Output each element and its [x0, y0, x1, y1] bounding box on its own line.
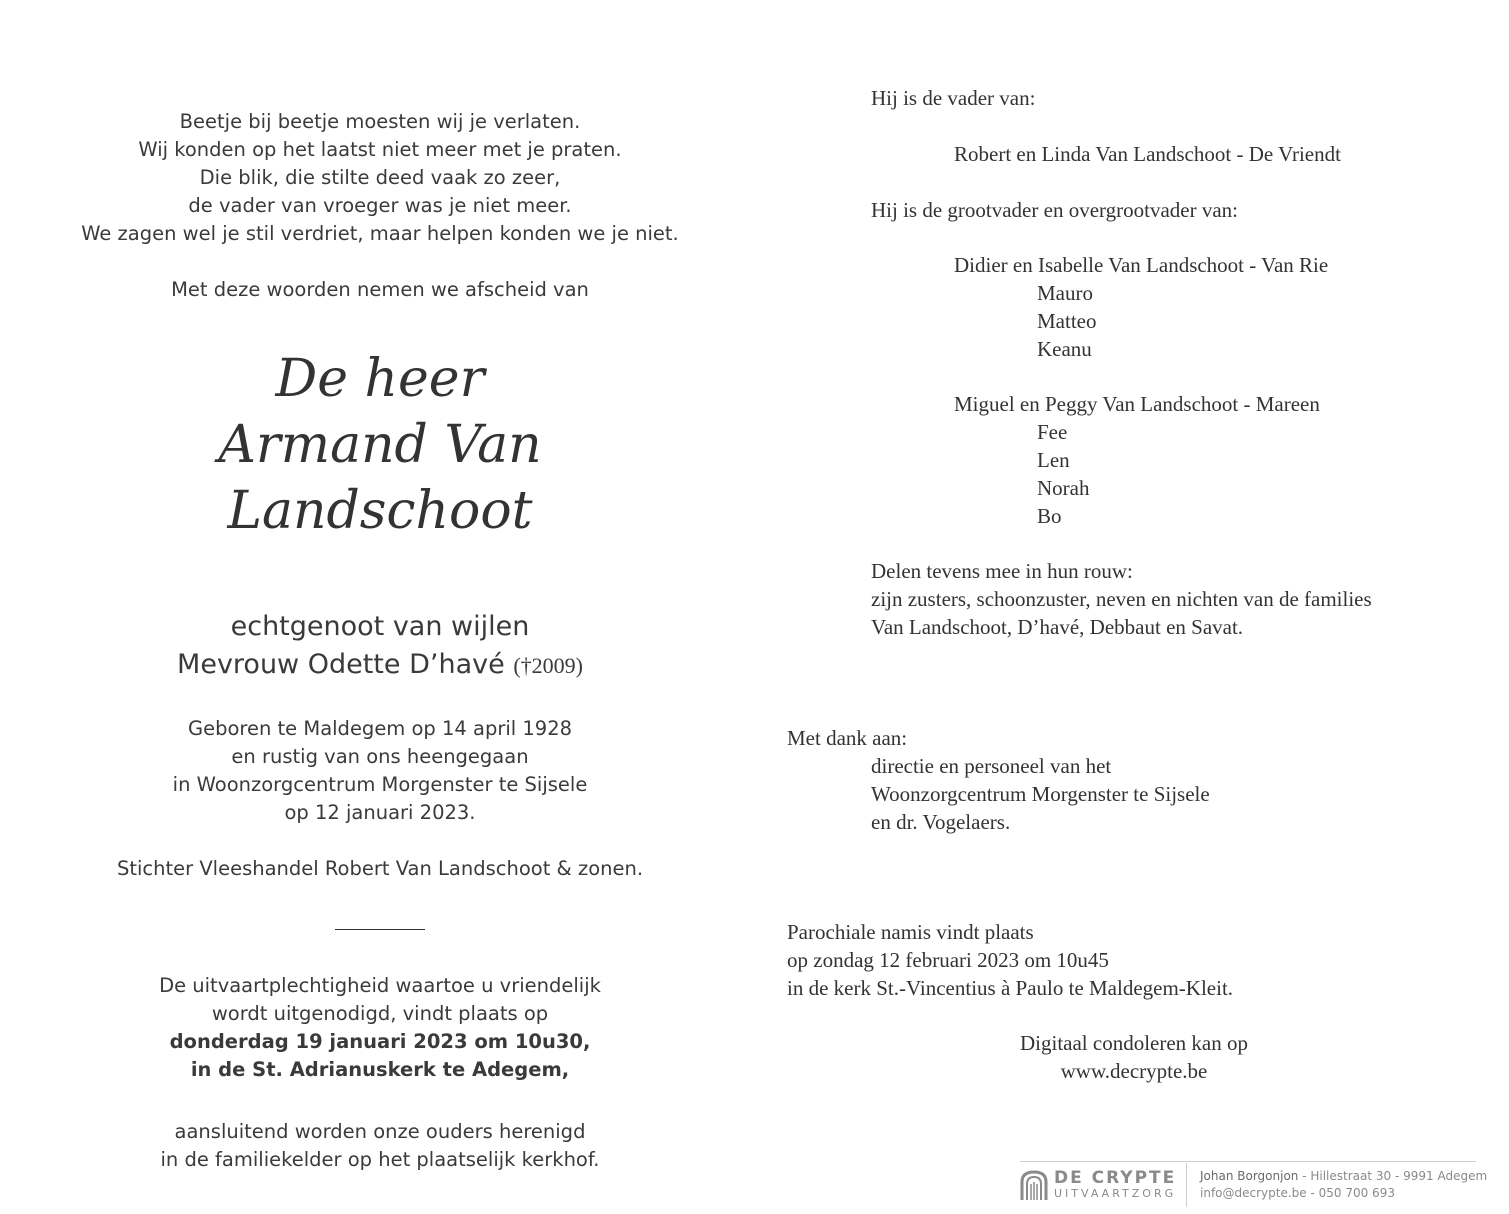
burial-line: in de familiekelder op het plaatselijk kerkhof. — [160, 1148, 600, 1171]
footer-separator — [1186, 1163, 1187, 1207]
contact-name: Johan Borgonjon — [1200, 1169, 1299, 1183]
poem-line: Wij konden op het laatst niet meer met je praten. — [138, 138, 622, 161]
poem — [80, 108, 680, 248]
spouse-line2 — [80, 646, 680, 685]
family2: Miguel en Peggy Van Landschoot - Mareen — [954, 392, 1320, 416]
mass-line: in de kerk St.-Vincentius à Paulo te Maldegem-Kleit. — [787, 976, 1234, 1000]
company-logo — [1020, 1168, 1180, 1204]
family1: Didier en Isabelle Van Landschoot - Van Rie — [954, 253, 1329, 277]
share-line: Delen tevens mee in hun rouw: — [871, 559, 1133, 583]
mass-line: Parochiale namis vindt plaats — [787, 920, 1034, 944]
crypt-arch-icon — [1020, 1170, 1048, 1200]
burial-line: aansluitend worden onze ouders herenigd — [174, 1120, 586, 1143]
bio-line: in Woonzorgcentrum Morgenster te Sijsele — [172, 773, 588, 796]
father-of: Robert en Linda Van Landschoot - De Vriendt — [954, 142, 1341, 166]
contact-line2: info@decrypte.be - 050 700 693 — [1200, 1186, 1395, 1200]
funeral-date: donderdag 19 januari 2023 om 10u30, — [169, 1030, 591, 1053]
condolence-line: Digitaal condoleren kan op — [1019, 1031, 1248, 1055]
spouse-name: Mevrouw Odette D’havé — [177, 649, 505, 680]
burial-block — [80, 1118, 680, 1174]
poem-line: Die blik, die stilte deed vaak zo zeer, — [199, 166, 561, 189]
funeral-line: De uitvaartplechtigheid waartoe u vriendelijk — [159, 974, 601, 997]
father-heading: Hij is de vader van: — [871, 86, 1036, 110]
logo-subtitle: UITVAARTZORG — [1054, 1187, 1177, 1200]
deceased-name: Armand Van Landschoot — [218, 415, 542, 541]
thanks-line: en dr. Vogelaers. — [871, 810, 1011, 834]
footer-divider — [1020, 1161, 1476, 1162]
contact-address: - Hillestraat 30 - 9991 Adegem — [1298, 1169, 1488, 1183]
founder-line: Stichter Vleeshandel Robert Van Landschoot & zonen. — [116, 857, 644, 880]
intro-line: Met deze woorden nemen we afscheid van — [171, 278, 589, 301]
divider — [335, 929, 425, 930]
share-line: Van Landschoot, D’havé, Debbaut en Savat. — [871, 615, 1244, 639]
family2-child: Fee — [1037, 420, 1068, 444]
contact-info — [1200, 1168, 1487, 1202]
deceased-title — [80, 346, 680, 544]
thanks-line: directie en personeel van het — [871, 754, 1112, 778]
grand-heading: Hij is de grootvader en overgrootvader van: — [871, 198, 1238, 222]
logo-title: DE CRYPTE — [1054, 1168, 1177, 1188]
thanks-line: Woonzorgcentrum Morgenster te Sijsele — [871, 782, 1210, 806]
family1-child: Keanu — [1037, 337, 1092, 361]
spouse-line1: echtgenoot van wijlen — [230, 611, 530, 642]
spouse-death-year: (†2009) — [513, 653, 583, 678]
funeral-line: wordt uitgenodigd, vindt plaats op — [211, 1002, 549, 1025]
contact-line1 — [1200, 1168, 1487, 1185]
left-column — [80, 108, 680, 1174]
share-line: zijn zusters, schoonzuster, neven en nichten van de families — [871, 587, 1372, 611]
bio-block — [80, 715, 680, 827]
thanks-heading: Met dank aan: — [787, 726, 908, 750]
poem-line: de vader van vroeger was je niet meer. — [188, 194, 572, 217]
family1-child: Mauro — [1037, 281, 1093, 305]
honorific: De heer — [275, 349, 485, 409]
bio-line: op 12 januari 2023. — [284, 801, 476, 824]
funeral-location: in de St. Adrianuskerk te Adegem, — [190, 1058, 570, 1081]
family2-child: Bo — [1037, 504, 1062, 528]
funeral-block — [80, 972, 680, 1084]
bio-line: en rustig van ons heengegaan — [231, 745, 529, 768]
family2-child: Norah — [1037, 476, 1090, 500]
poem-line: We zagen wel je stil verdriet, maar helpen konden we je niet. — [81, 222, 679, 245]
spouse-block — [80, 608, 680, 685]
poem-line: Beetje bij beetje moesten wij je verlaten. — [179, 110, 581, 133]
family2-child: Len — [1037, 448, 1070, 472]
mass-line: op zondag 12 februari 2023 om 10u45 — [787, 948, 1109, 972]
bio-line: Geboren te Maldegem op 14 april 1928 — [187, 717, 573, 740]
condolence-url[interactable]: www.decrypte.be — [1060, 1059, 1208, 1083]
family1-child: Matteo — [1037, 309, 1097, 333]
